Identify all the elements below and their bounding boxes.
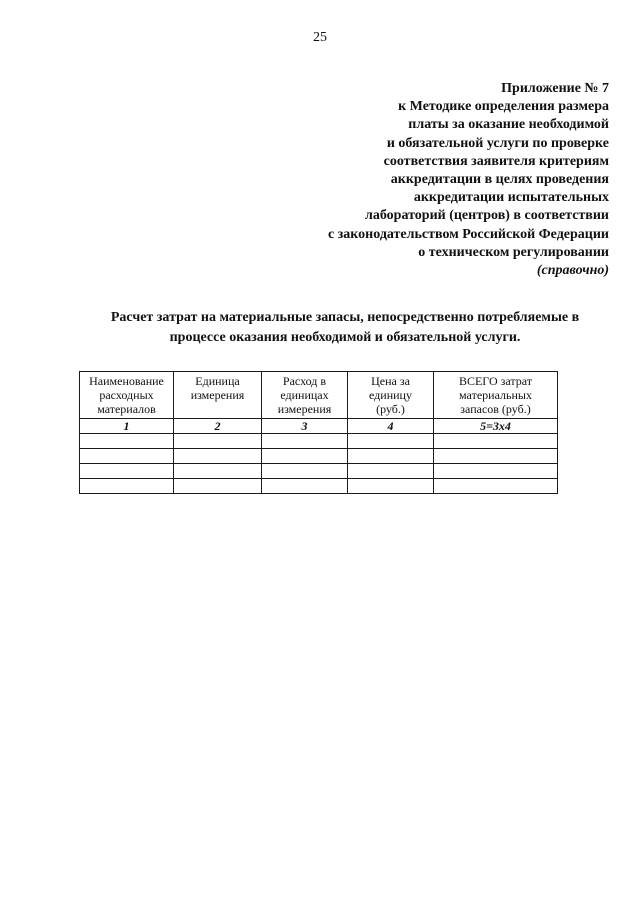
table-cell: [174, 464, 262, 479]
table-cell: [348, 434, 434, 449]
column-number: 2: [174, 419, 262, 434]
table-cell: [80, 434, 174, 449]
header-unit-price: Цена за единицу (руб.): [348, 372, 434, 419]
table-cell: [434, 434, 558, 449]
appendix-block: [269, 80, 609, 280]
table-cell: [174, 434, 262, 449]
table-cell: [80, 449, 174, 464]
table-cell: [262, 464, 348, 479]
column-number: 3: [262, 419, 348, 434]
table-cell: [174, 479, 262, 494]
document-title-line: Расчет затрат на материальные запасы, непосредственно потребляемые в: [110, 310, 580, 325]
table-cell: [262, 479, 348, 494]
table-cell: [348, 479, 434, 494]
header-material-name: Наименование расходных материалов: [80, 372, 174, 419]
material-costs-table: [79, 371, 558, 494]
column-number: 5=3x4: [434, 419, 558, 434]
table-cell: [434, 464, 558, 479]
appendix-title: Приложение № 7: [501, 81, 609, 96]
table-cell: [262, 449, 348, 464]
document-title-line: процессе оказания необходимой и обязательной услуги.: [169, 330, 521, 345]
table-cell: [174, 449, 262, 464]
table-cell: [348, 449, 434, 464]
column-number-row: [80, 419, 558, 434]
table-cell: [434, 479, 558, 494]
appendix-line: аккредитации в целях проведения: [390, 172, 609, 188]
table-cell: [80, 464, 174, 479]
header-consumption: Расход в единицах измерения: [262, 372, 348, 419]
table-cell: [348, 464, 434, 479]
header-total: ВСЕГО затрат материальных запасов (руб.): [434, 372, 558, 419]
appendix-line: соответствия заявителя критериям: [383, 153, 609, 169]
column-number: 4: [348, 419, 434, 434]
appendix-line: к Методике определения размера: [398, 99, 609, 115]
table-header-row: [80, 372, 558, 419]
appendix-line: аккредитации испытательных: [413, 190, 609, 206]
appendix-reference-note: (справочно): [536, 263, 609, 279]
table-row: [80, 434, 558, 449]
table-row: [80, 449, 558, 464]
page-number: 25: [313, 30, 327, 45]
document-title: [80, 308, 610, 348]
appendix-line: с законодательством Российской Федерации: [327, 226, 609, 242]
column-number: 1: [80, 419, 174, 434]
table-cell: [434, 449, 558, 464]
appendix-line: лабораторий (центров) в соответствии: [365, 208, 609, 224]
appendix-line: и обязательной услуги по проверке: [386, 135, 609, 151]
table-cell: [262, 434, 348, 449]
table-row: [80, 479, 558, 494]
appendix-line: платы за оказание необходимой: [408, 117, 609, 133]
table-row: [80, 464, 558, 479]
appendix-line: о техническом регулировании: [418, 244, 609, 260]
table-cell: [80, 479, 174, 494]
header-unit: Единица измерения: [174, 372, 262, 419]
